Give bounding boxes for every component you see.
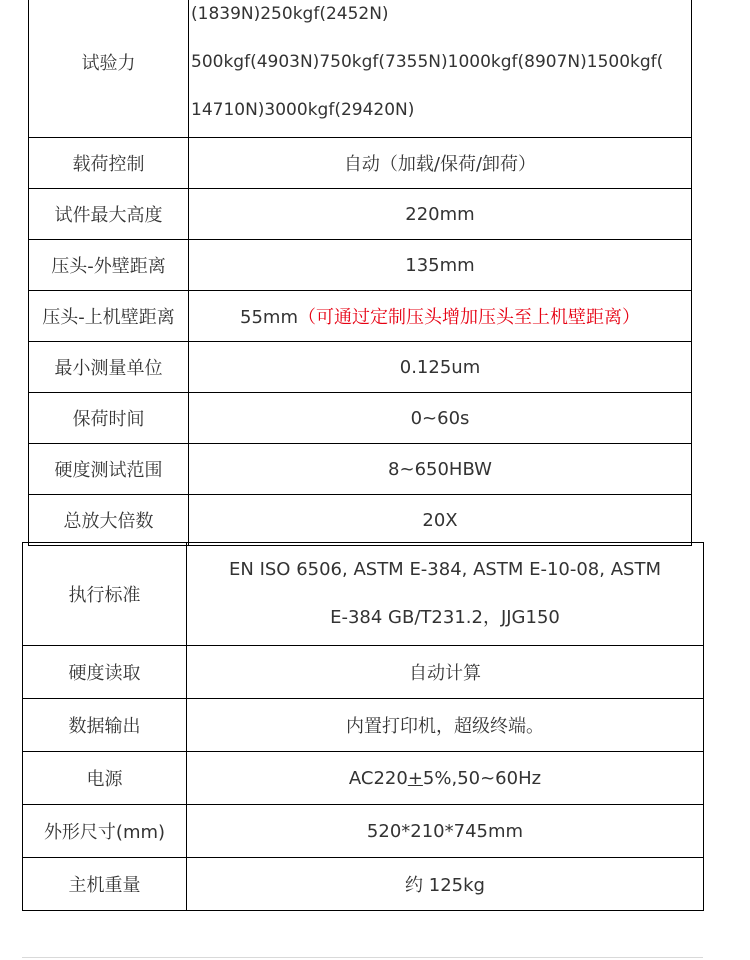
row-value: 220mm	[189, 189, 692, 240]
row-label: 电源	[23, 752, 187, 805]
row-label: 数据输出	[23, 699, 187, 752]
row-label: 试件最大高度	[29, 189, 189, 240]
bottom-divider	[22, 957, 703, 958]
row-label: 载荷控制	[29, 138, 189, 189]
table-row	[23, 543, 704, 646]
table-row	[29, 291, 692, 342]
table-row	[29, 342, 692, 393]
distance-value: 55mm	[240, 307, 298, 328]
plus-minus-sign: +	[407, 767, 423, 789]
row-value: 自动计算	[187, 646, 704, 699]
table-row	[23, 646, 704, 699]
row-label: 主机重量	[23, 858, 187, 911]
row-value	[187, 752, 704, 805]
row-value: 520*210*745mm	[187, 805, 704, 858]
test-force-values	[189, 0, 692, 138]
row-value: 内置打印机，超级终端。	[187, 699, 704, 752]
row-value: 20X	[189, 495, 692, 546]
row-value: 0~60s	[189, 393, 692, 444]
custom-indenter-note: （可通过定制压头增加压头至上机壁距离）	[297, 307, 640, 328]
row-label: 保荷时间	[29, 393, 189, 444]
table-row	[29, 444, 692, 495]
force-line: (1839N)250kgf(2452N)	[191, 4, 389, 24]
standard-line: E-384 GB/T231.2，JJG150	[330, 607, 560, 628]
row-label: 压头-外壁距离	[29, 240, 189, 291]
spec-table-upper	[28, 0, 692, 546]
table-row	[29, 189, 692, 240]
row-label: 试验力	[29, 0, 189, 138]
row-value: 135mm	[189, 240, 692, 291]
row-label: 最小测量单位	[29, 342, 189, 393]
table-row	[23, 805, 704, 858]
table-row	[29, 0, 692, 138]
table-row	[23, 752, 704, 805]
row-label: 压头-上机壁距离	[29, 291, 189, 342]
table-row	[23, 699, 704, 752]
spec-table-lower	[22, 542, 704, 911]
row-label: 外形尺寸(mm)	[23, 805, 187, 858]
row-label: 硬度读取	[23, 646, 187, 699]
row-label: 总放大倍数	[29, 495, 189, 546]
table-row	[29, 495, 692, 546]
table-row	[23, 858, 704, 911]
force-line: 500kgf(4903N)750kgf(7355N)1000kgf(8907N)1500kgf(	[191, 52, 664, 72]
standards-values	[187, 543, 704, 646]
row-value: 0.125um	[189, 342, 692, 393]
row-label: 硬度测试范围	[29, 444, 189, 495]
row-value: 8~650HBW	[189, 444, 692, 495]
table-row	[29, 138, 692, 189]
row-value: 约 125kg	[187, 858, 704, 911]
standard-line: EN ISO 6506, ASTM E-384, ASTM E-10-08, ASTM	[229, 559, 661, 580]
table-row	[29, 393, 692, 444]
table-row	[29, 240, 692, 291]
power-tolerance-frequency: 5%,50~60Hz	[422, 767, 542, 789]
power-voltage: AC220	[348, 767, 408, 789]
row-value	[189, 291, 692, 342]
row-value: 自动（加载/保荷/卸荷）	[189, 138, 692, 189]
force-line: 14710N)3000kgf(29420N)	[191, 100, 415, 120]
row-label: 执行标准	[23, 543, 187, 646]
